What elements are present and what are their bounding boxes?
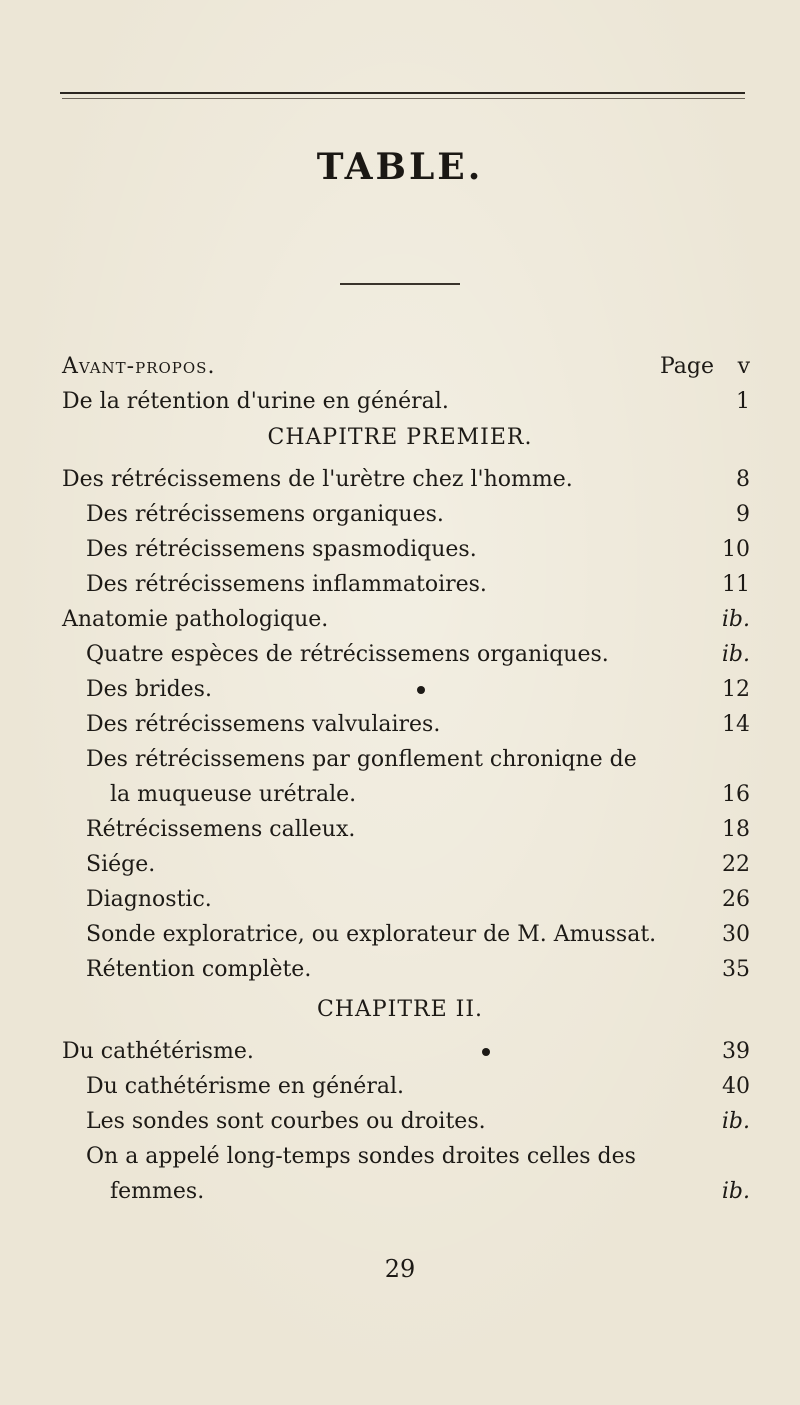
toc-entry <box>62 387 750 417</box>
toc-entry-title: Sonde exploratrice, ou explorateur de M. Amussat. <box>86 922 657 947</box>
toc-entry-page: 39 <box>722 1039 750 1064</box>
toc-entry <box>62 535 750 565</box>
toc-entry-page: 1 <box>736 389 750 414</box>
page-title: TABLE. <box>316 146 484 188</box>
toc-entry-title: Siége. <box>86 852 156 877</box>
toc-entry <box>62 675 750 705</box>
toc-entry-page: 16 <box>722 782 750 807</box>
toc-entry <box>62 1072 750 1102</box>
page-column-label: Page <box>659 354 714 379</box>
toc-entry-page: 8 <box>736 467 750 492</box>
toc-entry-page: 10 <box>722 537 750 562</box>
toc-entry-title: Diagnostic. <box>86 887 212 912</box>
toc-entry-title: femmes. <box>110 1179 205 1204</box>
toc-entry-title: Des brides. <box>86 677 212 702</box>
toc-entry <box>62 352 750 382</box>
toc-entry-page: 18 <box>722 817 750 842</box>
toc-entry <box>62 850 750 880</box>
toc-entry-title: Avant-propos. <box>62 354 216 379</box>
toc-entry-title: Des rétrécissemens spasmodiques. <box>86 537 477 562</box>
toc-entry <box>62 1037 750 1067</box>
toc-entry-page: ib. <box>721 1109 750 1134</box>
toc-entry <box>62 605 750 635</box>
toc-entry <box>62 780 750 810</box>
ink-dot <box>482 1048 490 1056</box>
toc-entry-page: v <box>737 354 750 379</box>
toc-entry <box>62 570 750 600</box>
toc-entry-title: Anatomie pathologique. <box>62 607 329 632</box>
toc-entry-title: De la rétention d'urine en général. <box>62 389 449 414</box>
toc-entry-page: 22 <box>722 852 750 877</box>
page-folio: 29 <box>384 1255 416 1283</box>
toc-entry-title: Des rétrécissemens organiques. <box>86 502 444 527</box>
toc-entry <box>62 1142 750 1172</box>
chapter-heading: CHAPITRE II. <box>316 997 484 1022</box>
toc-entry-page: 11 <box>722 572 750 597</box>
toc-entry-page: 26 <box>722 887 750 912</box>
toc-entry <box>62 500 750 530</box>
toc-entry <box>62 885 750 915</box>
toc-entry-page: 40 <box>722 1074 750 1099</box>
toc-entry-page: ib. <box>721 607 750 632</box>
toc-entry-title: Du cathétérisme. <box>62 1039 254 1064</box>
toc-entry-title: Les sondes sont courbes ou droites. <box>86 1109 486 1134</box>
toc-entry-title: Des rétrécissemens de l'urètre chez l'homme. <box>62 467 573 492</box>
toc-entry <box>62 920 750 950</box>
toc-entry-title: Des rétrécissemens valvulaires. <box>86 712 441 737</box>
toc-entry <box>62 640 750 670</box>
toc-entry-page: ib. <box>721 642 750 667</box>
toc-entry <box>62 710 750 740</box>
toc-entry-title: Des rétrécissemens inflammatoires. <box>86 572 487 597</box>
ink-dot <box>417 686 425 694</box>
toc-entry-title: On a appelé long-temps sondes droites celles des <box>86 1144 636 1169</box>
toc-entry-page: 30 <box>722 922 750 947</box>
toc-entry <box>62 1177 750 1207</box>
toc-entry <box>62 815 750 845</box>
chapter-heading: CHAPITRE PREMIER. <box>267 425 533 450</box>
toc-entry <box>62 745 750 775</box>
toc-entry-page: 35 <box>722 957 750 982</box>
toc-entry-page: ib. <box>721 1179 750 1204</box>
toc-entry-title: Des rétrécissemens par gonflement chroniqne de <box>86 747 637 772</box>
toc-entry <box>62 955 750 985</box>
toc-entry-title: Rétrécissemens calleux. <box>86 817 356 842</box>
toc-entry-title: la muqueuse urétrale. <box>110 782 357 807</box>
toc-entry-page: 9 <box>736 502 750 527</box>
toc-entry-title: Du cathétérisme en général. <box>86 1074 404 1099</box>
toc-entry-title: Rétention complète. <box>86 957 312 982</box>
toc-entry-page: 14 <box>722 712 750 737</box>
toc-entry-title: Quatre espèces de rétrécissemens organiques. <box>86 642 609 667</box>
toc-entry <box>62 465 750 495</box>
toc-entry-page: 12 <box>722 677 750 702</box>
toc-entry <box>62 1107 750 1137</box>
